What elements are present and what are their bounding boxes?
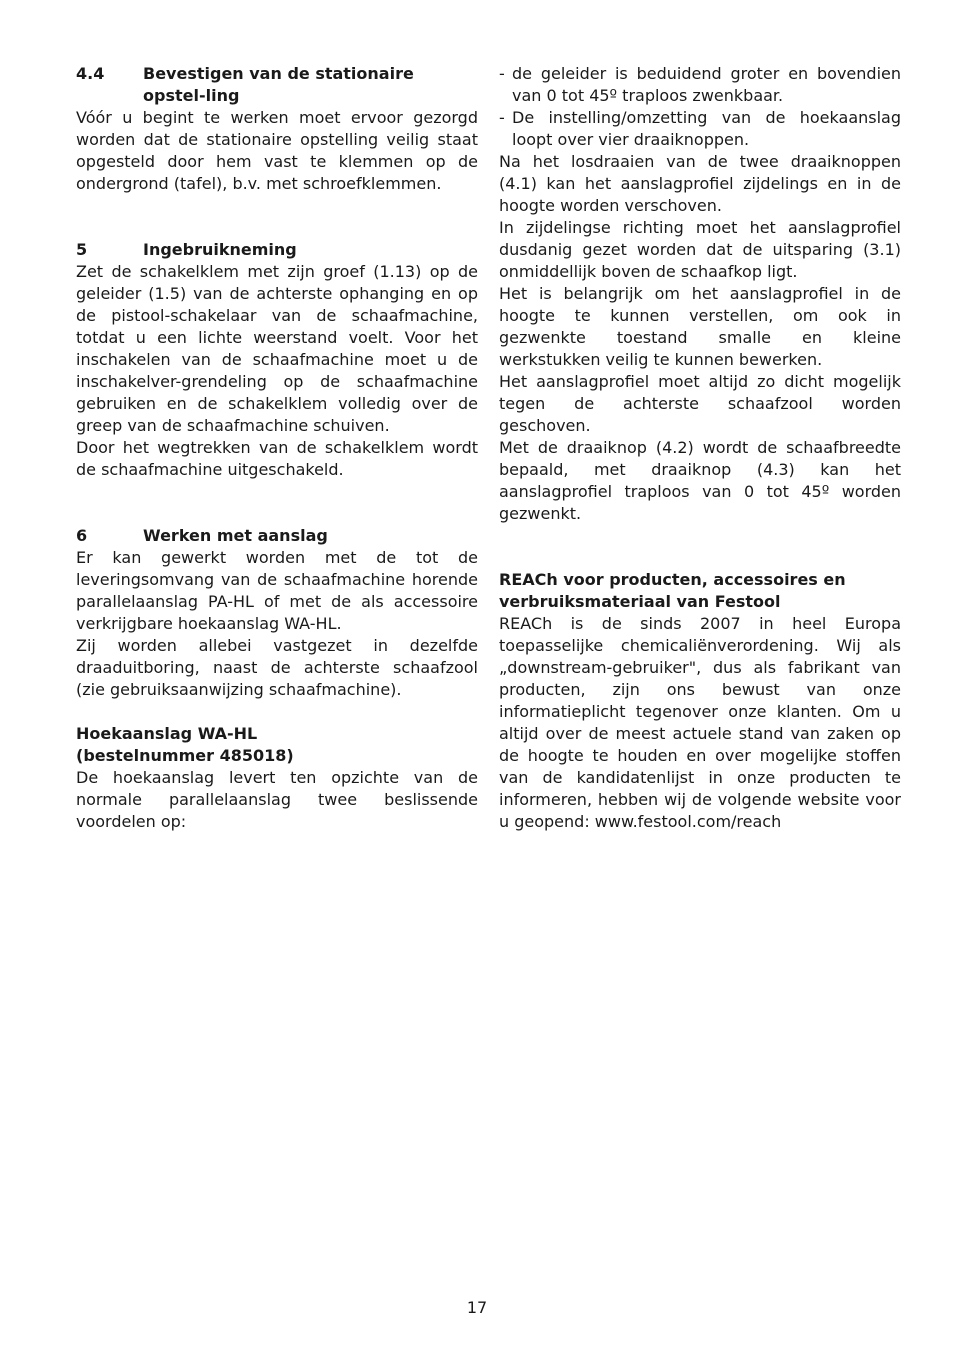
list-item-text: De instelling/omzetting van de hoekaanslag loopt over vier draaiknoppen. (512, 108, 901, 149)
hoekaanslag-paragraph: Het is belangrijk om het aanslagprofiel in de hoogte te kunnen verstellen, om ook in gezwenkte toestand smalle en kleine werkstukken veilig te kunnen bewerken. (499, 284, 901, 369)
left-column (76, 63, 478, 833)
hoekaanslag-paragraph: In zijdelingse richting moet het aanslagprofiel dusdanig gezet worden dat de uitsparing (3.1) onmiddellijk boven de schaafkop ligt. (499, 218, 901, 281)
page-number: 17 (466, 1298, 488, 1317)
list-item-text: de geleider is beduidend groter en bovendien van 0 tot 45º traploos zwenkbaar. (512, 64, 901, 105)
section-number: 6 (76, 526, 88, 545)
section-4-4-body: Vóór u begint te werken moet ervoor gezorgd worden dat de stationaire opstelling veilig staat opgesteld door hem vast te klemmen op de ondergrond (tafel), b.v. met schroefklemmen. (76, 108, 478, 193)
section-6-paragraph: Zij worden allebei vastgezet in dezelfde draaduitboring, naast de achterste schaafzool (zie gebruiksaanwijzing schaafmachine). (76, 636, 478, 699)
list-item (499, 107, 901, 151)
hoekaanslag-paragraph: Na het losdraaien van de twee draaiknoppen (4.1) kan het aanslagprofiel zijdelings en in de hoogte worden verschoven. (499, 152, 901, 215)
dash-marker: - (499, 108, 505, 127)
list-item (499, 63, 901, 107)
section-4-4-heading (76, 63, 478, 107)
reach-title: REACh voor producten, accessoires en verbruiksmateriaal van Festool (499, 570, 846, 611)
section-6-paragraph: Er kan gewerkt worden met de tot de leveringsomvang van de schaafmachine horende parallelaanslag PA-HL of met de als accessoire verkrijgbare hoekaanslag WA-HL. (76, 548, 478, 633)
hoekaanslag-order-number: (bestelnummer 485018) (76, 746, 294, 765)
reach-body: REACh is de sinds 2007 in heel Europa toepasselijke chemicaliënverordening. Wij als „downstream-gebruiker", dus als fabrikant van producten, zijn ons bewust van onze informatieplicht tegenover onze klanten. Om u altijd over de meest actuele stand van zaken op de hoogte te houden en over mogelijke stoffen van de kandidatenlijst in onze producten te informeren, hebben wij de volgende website voor u geopend: www.festool.com/reach (499, 614, 901, 831)
section-title: Bevestigen van de stationaire opstel-ling (143, 64, 414, 105)
section-5-paragraph: Zet de schakelklem met zijn groef (1.13) op de geleider (1.5) van de achterste ophanging en op de pistool-schakelaar van de schaafmachine, totdat u een lichte weerstand voelt. Voor het inschakelen van de schaafmachine moet u de inschakelver-grendeling op de schaafmachine gebruiken en de schakelklem volledig over de greep van de schaafmachine schuiven. (76, 262, 478, 435)
right-column (499, 63, 901, 833)
hoekaanslag-title: Hoekaanslag WA-HL (76, 724, 258, 743)
section-number: 5 (76, 240, 88, 259)
hoekaanslag-paragraph: Met de draaiknop (4.2) wordt de schaafbreedte bepaald, met draaiknop (4.3) kan het aanslagprofiel traploos van 0 tot 45º worden gezwenkt. (499, 438, 901, 523)
section-5-heading (76, 239, 478, 261)
section-6-heading (76, 525, 478, 547)
section-title: Ingebruikneming (143, 240, 297, 259)
section-number: 4.4 (76, 64, 105, 83)
section-title: Werken met aanslag (143, 526, 328, 545)
hoekaanslag-intro: De hoekaanslag levert ten opzichte van de normale parallelaanslag twee beslissende voordelen op: (76, 768, 478, 831)
dash-marker: - (499, 64, 505, 83)
hoekaanslag-paragraph: Het aanslagprofiel moet altijd zo dicht mogelijk tegen de achterste schaafzool worden geschoven. (499, 372, 901, 435)
section-5-paragraph: Door het wegtrekken van de schakelklem wordt de schaafmachine uitgeschakeld. (76, 438, 478, 479)
